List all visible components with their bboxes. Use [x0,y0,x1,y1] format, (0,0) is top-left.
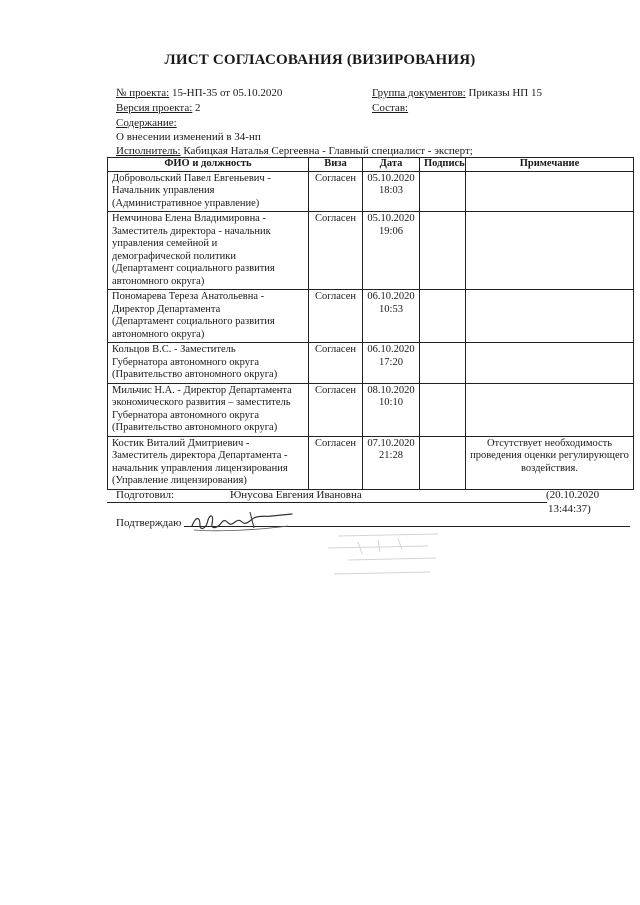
note-cell [466,343,634,384]
approval-table [107,157,634,490]
name-line: Добровольский Павел Евгеньевич - [112,172,271,184]
faint-stamp [318,528,448,588]
table-row [108,212,634,290]
date-value: 07.10.2020 [367,437,415,449]
date-value: 06.10.2020 [367,344,415,355]
name-line: (Управление лицензирования) [112,475,247,486]
name-line: управления семейной и [112,238,218,249]
handwritten-signature [188,508,298,534]
date-cell [363,171,420,212]
document-title: ЛИСТ СОГЛАСОВАНИЯ (ВИЗИРОВАНИЯ) [164,52,476,68]
header-visa: Виза [309,158,363,172]
name-cell [108,212,309,290]
name-line: экономического развития – заместитель [112,397,291,408]
date-cell [363,212,420,290]
prepared-by-name: Юнусова Евгения Ивановна [230,489,362,501]
name-line: Мильчис Н.А. - Директор Департамента [112,384,292,396]
project-number-line [116,86,282,100]
confirm-label: Подтверждаю [116,517,182,529]
signature-cell [420,436,466,489]
signature-cell [420,383,466,436]
note-cell [466,290,634,343]
document-group-line [372,86,542,100]
name-line: (Административное управление) [112,197,260,209]
name-line: Немчинова Елена Владимировна - [112,213,266,224]
time-value: 10:53 [379,303,403,315]
name-cell [108,343,309,384]
signature-cell [420,171,466,212]
visa-cell: Согласен [309,436,363,489]
date-value: 05.10.2020 [367,172,415,184]
note-cell [466,212,634,290]
name-cell [108,436,309,489]
note-cell [466,383,634,436]
date-value: 08.10.2020 [367,384,415,396]
prepared-time: 13:44:37) [548,503,591,515]
note-cell [466,171,634,212]
signature-cell [420,290,466,343]
document-group-label: Группа документов: [372,87,466,99]
table-row [108,171,634,212]
date-cell [363,383,420,436]
name-line: (Департамент социального развития [112,316,275,327]
executor-value: Кабицкая Наталья Сергеевна - Главный специалист - эксперт; [183,145,473,157]
date-cell [363,436,420,489]
name-line: автономного округа) [112,275,205,287]
table-row [108,383,634,436]
prepared-divider [107,502,547,503]
visa-cell: Согласен [309,383,363,436]
name-line: автономного округа) [112,328,205,340]
header-note: Примечание [466,158,634,172]
date-cell [363,343,420,384]
executor-line [116,144,473,158]
visa-cell: Согласен [309,343,363,384]
header-name: ФИО и должность [108,158,309,172]
table-row [108,290,634,343]
name-line: (Правительство автономного округа) [112,422,278,433]
composition-line [372,101,408,115]
prepared-date: (20.10.2020 [546,489,600,501]
name-line: Заместитель директора - начальник [112,225,271,237]
name-line: демографической политики [112,250,236,262]
time-value: 18:03 [379,185,403,196]
name-cell [108,171,309,212]
prepared-by-label: Подготовил: [116,489,175,501]
header-signature: Подпись [420,158,466,172]
time-value: 19:06 [379,225,403,237]
name-line: Пономарева Тереза Анатольевна - [112,291,265,302]
name-line: Губернатора автономного округа [112,409,259,421]
note-cell: Отсутствует необходимость проведения оценки регулирующего воздействия. [466,436,634,489]
visa-cell: Согласен [309,171,363,212]
visa-cell: Согласен [309,290,363,343]
name-line: Начальник управления [112,185,215,196]
name-line: Заместитель директора Департамента - [112,450,288,461]
name-line: Директор Департамента [112,303,221,315]
time-value: 21:28 [379,450,403,461]
project-version-label: Версия проекта: [116,102,193,114]
table-row [108,436,634,489]
project-version-line [116,101,201,115]
name-line: Костик Виталий Дмитриевич - [112,437,250,449]
project-number-value: 15-НП-35 от 05.10.2020 [171,87,283,99]
project-number-label: № проекта: [116,87,170,99]
time-value: 17:20 [379,356,403,368]
executor-label: Исполнитель: [116,145,181,157]
name-line: Губернатора автономного округа [112,356,259,368]
table-header-row [108,158,634,172]
date-cell [363,290,420,343]
signature-cell [420,212,466,290]
header-date: Дата [363,158,420,172]
name-cell [108,290,309,343]
date-value: 06.10.2020 [367,291,415,302]
time-value: 10:10 [379,397,403,408]
composition-label: Состав: [372,102,409,114]
date-value: 05.10.2020 [367,213,415,224]
content-value: О внесении изменений в 34-нп [116,131,261,143]
project-version-value: 2 [195,102,201,114]
table-row [108,343,634,384]
content-line [116,116,177,130]
name-line: Кольцов В.С. - Заместитель [112,344,236,355]
visa-cell: Согласен [309,212,363,290]
name-line: (Департамент социального развития [112,263,275,274]
name-cell [108,383,309,436]
name-line: начальник управления лицензирования [112,462,288,474]
name-line: (Правительство автономного округа) [112,369,278,380]
content-label: Содержание: [116,117,177,129]
signature-cell [420,343,466,384]
document-group-value: Приказы НП 15 [468,87,542,99]
